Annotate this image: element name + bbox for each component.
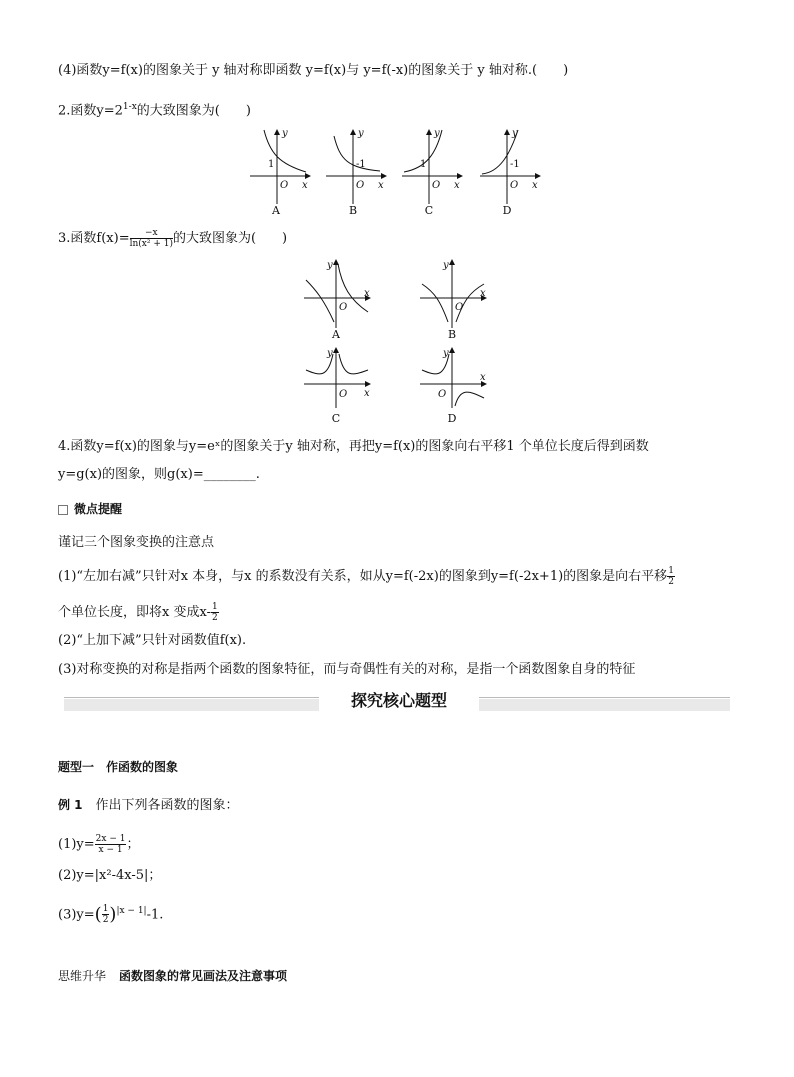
axis-label: x [378, 180, 384, 191]
tip-2: (2)“上加下减”只针对函数值f(x). [58, 633, 247, 648]
q3-graph-d [420, 348, 486, 408]
summary [58, 967, 287, 986]
q3-graph-a [304, 260, 370, 328]
q3-suffix: 的大致图象为( ) [172, 231, 288, 246]
ex-3-exponent: |x − 1| [116, 906, 147, 916]
tip-3: (3)对称变换的对称是指两个函数的图象特征，而与奇偶性有关的对称，是指一个函数图象自身的特征 [58, 662, 636, 677]
frac-num: 1 [211, 602, 218, 612]
example-label: 例 1 [58, 798, 83, 812]
axis-label: -1 [356, 159, 366, 170]
q3-denominator: ln(x² + 1) [129, 239, 173, 249]
axis-label: x [302, 180, 308, 191]
option-label: B [348, 204, 358, 217]
q2-graph-c [402, 130, 462, 204]
tip-title: 微点提醒 [74, 502, 123, 516]
q2-prefix: 2.函数 [58, 103, 97, 119]
axis-label: y [282, 128, 288, 139]
axis-label: y [443, 348, 449, 359]
axis-label: O [438, 389, 447, 400]
option-label: A [272, 204, 280, 217]
ex-1-den: x − 1 [98, 845, 123, 855]
tip-1-line-2 [58, 602, 219, 623]
q4-judgement: (4)函数y=f(x)的图象关于 y 轴对称即函数 y=f(x)与 y=f(-x)的图象关于 y 轴对称.( ) [58, 63, 569, 78]
topic-1-heading: 题型一 作函数的图象 [58, 760, 179, 774]
ex-1-suffix: ； [126, 837, 140, 852]
option-label: B [447, 328, 457, 341]
axis-label: 1 [268, 159, 275, 170]
example-1 [58, 796, 239, 815]
q2-exponent: 1-x [122, 102, 137, 112]
axis-label: x [480, 372, 486, 383]
axis-label: O [280, 180, 289, 191]
axis-label: O [455, 302, 464, 313]
axis-label: 1 [420, 159, 427, 170]
tip-header [58, 500, 122, 518]
axis-label: O [339, 302, 348, 313]
q3-fraction [130, 228, 173, 249]
ex-1-fraction [95, 834, 127, 855]
ex-3-prefix: (3)y= [58, 907, 95, 923]
axis-label: y [443, 260, 449, 271]
tip-square-icon [58, 505, 68, 515]
axis-label: y [512, 128, 518, 139]
frac-num: 1 [102, 904, 109, 915]
q3-graph-c [304, 348, 370, 408]
axis-label: y [327, 260, 333, 271]
exercise-1 [58, 834, 139, 855]
axis-label: O [339, 389, 348, 400]
ex-3-suffix: -1. [146, 907, 164, 923]
summary-label: 思维升华 [58, 969, 107, 983]
axis-label: x [364, 388, 370, 399]
exercise-3: (3)y=( $\frac{1}{2}$ )$^{|x - 1|}$-1. [58, 903, 164, 926]
axis-label: O [510, 180, 519, 191]
axis-label: x [532, 180, 538, 191]
question-2 [58, 98, 251, 120]
q3-graphs [298, 256, 498, 426]
axis-label: O [432, 180, 441, 191]
axis-label: x [454, 180, 460, 191]
frac-den: 2 [102, 915, 109, 926]
axis-label: x [480, 288, 486, 299]
q3-graph-b [420, 260, 486, 328]
exercise-2: (2)y=|x²-4x-5|； [58, 868, 162, 883]
option-label: D [447, 412, 457, 425]
axis-label: y [434, 128, 440, 139]
option-label: A [332, 328, 340, 341]
axis-label: x [364, 288, 370, 299]
axis-label: -1 [510, 159, 520, 170]
frac-num: 1 [668, 566, 674, 576]
axis-label: O [356, 180, 365, 191]
section-title: 探究核心题型 [319, 688, 479, 711]
tip-1-text: (1)“左加右减”只针对x 本身，与x 的系数没有关系，如从y=f(-2x)的图象到y=f(-2x+1)的图象是向右平移 [58, 569, 668, 584]
q2-graph-a [250, 130, 310, 204]
q3-prefix: 3.函数 [58, 231, 97, 246]
question-3 [58, 228, 287, 249]
tip-1-line-1 [58, 566, 675, 587]
q2-suffix: 的大致图象为( ) [136, 103, 251, 119]
section-banner [64, 689, 730, 711]
tip-1-text-2: 个单位长度，即将x 变成x- [58, 605, 211, 620]
axis-label: y [358, 128, 364, 139]
summary-text: 函数图象的常见画法及注意事项 [119, 969, 288, 983]
question-4-line-1: 4.函数y=f(x)的图象与y=eˣ的图象关于y 轴对称，再把y=f(x)的图象向右平移1 个单位长度后得到函数 [58, 439, 649, 454]
frac-den: 2 [668, 577, 674, 587]
option-label: D [502, 204, 512, 217]
tip-1-fraction [667, 566, 675, 587]
q2-formula: y=2 [96, 103, 123, 119]
tip-heading: 谨记三个图象变换的注意点 [58, 535, 215, 550]
tip-1-fraction-2 [211, 602, 219, 623]
ex-1-num: 2x − 1 [95, 834, 126, 844]
option-label: C [424, 204, 434, 217]
option-label: C [331, 412, 341, 425]
q3-numerator: −x [130, 228, 173, 239]
example-text: 作出下列各函数的图象： [95, 798, 239, 813]
ex-1-prefix: (1)y= [58, 837, 95, 852]
axis-label: y [327, 348, 333, 359]
question-4-line-2: y=g(x)的图象，则g(x)=________. [58, 467, 260, 482]
frac-den: 2 [211, 613, 218, 623]
q3-fname: f(x)= [96, 231, 130, 246]
